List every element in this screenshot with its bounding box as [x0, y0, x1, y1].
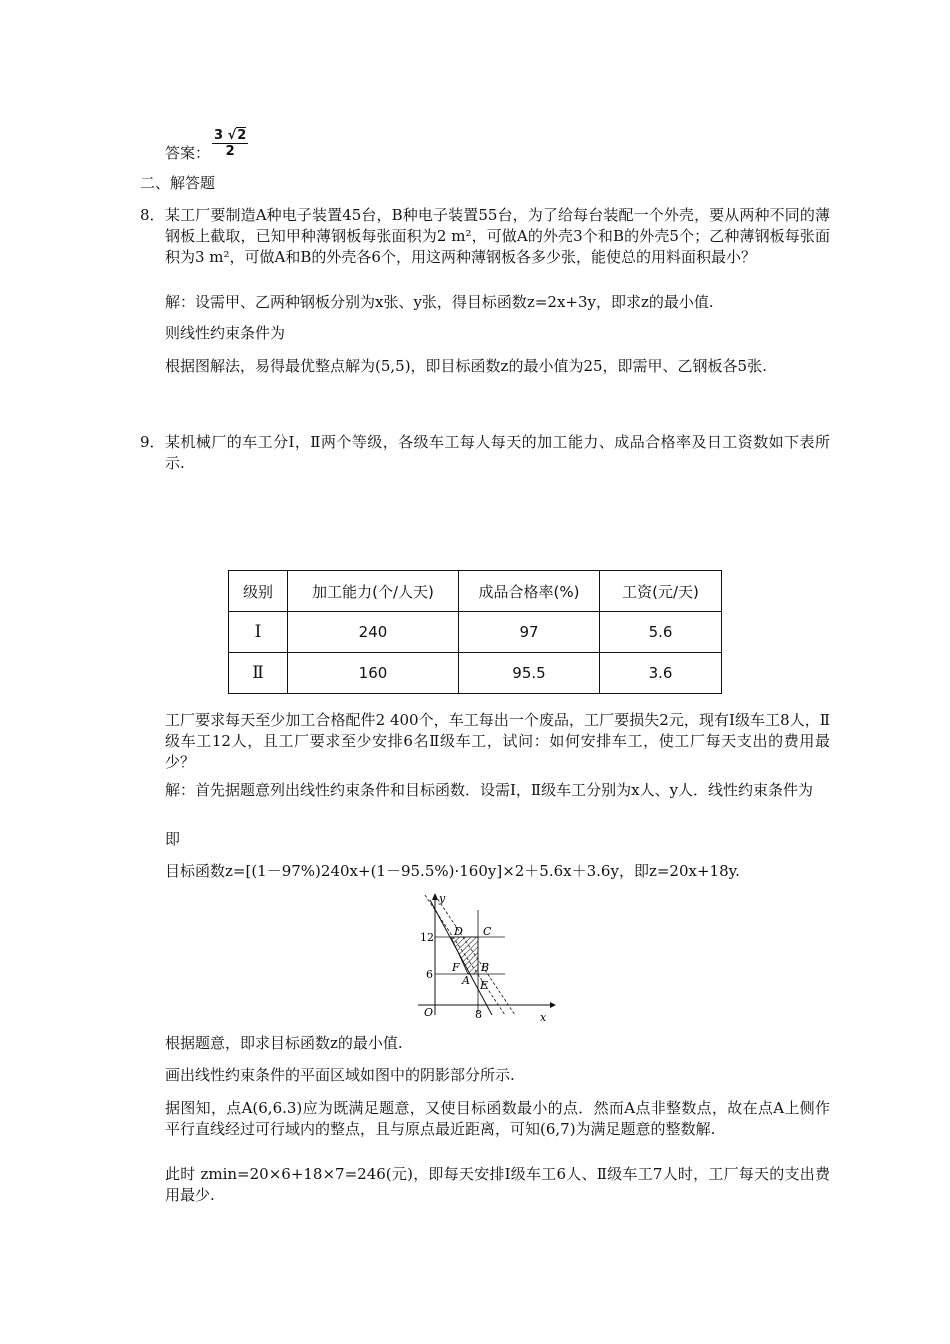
q9-solution-intro: 解：首先据题意列出线性约束条件和目标函数．设需Ⅰ，Ⅱ级车工分别为x人、y人．线性约束条件为: [165, 781, 814, 799]
q9-p2: 画出线性约束条件的平面区域如图中的阴影部分所示.: [165, 1066, 515, 1084]
table-cell: Ⅱ: [229, 653, 288, 694]
axis-x-label: x: [540, 1011, 547, 1024]
table-header: 工资(元/天): [600, 571, 722, 612]
y-axis-arrow: [432, 893, 438, 900]
tick-x-8: 8: [475, 1008, 482, 1021]
tick-y-12: 12: [420, 931, 434, 944]
point-a-label: A: [462, 974, 470, 987]
q9-number: 9．: [140, 433, 165, 451]
fraction-denominator: 2: [225, 144, 235, 159]
table-cell: Ⅰ: [229, 612, 288, 653]
table-cell: 160: [288, 653, 459, 694]
table-cell: 95.5: [459, 653, 600, 694]
constraint-line: [430, 900, 492, 1015]
worker-table: [228, 570, 722, 694]
q8-solution: 解：设需甲、乙两种钢板分别为x张、y张，得目标函数z=2x+3y，即求z的最小值.: [165, 293, 714, 311]
q9-ji: 即: [165, 830, 181, 848]
answer-fraction: [212, 128, 248, 159]
point-d-label: D: [454, 925, 463, 938]
origin-label: O: [424, 1006, 434, 1019]
q9-p3: 据图知，点A(6,6.3)应为既满足题意，又使目标函数最小的点．然而A点非整数点，故在点A上侧作平行直线经过可行域内的整点，且与原点最近距离，可知(6,7)为满足题意的整数解.: [165, 1099, 830, 1138]
point-e-label: E: [480, 979, 489, 992]
fraction-numerator: 3 √2: [214, 128, 247, 143]
point-b-label: B: [481, 961, 490, 974]
objective-line-dashed: [435, 895, 515, 1015]
q8-number: 8．: [140, 206, 165, 224]
answer-label: 答案：: [165, 144, 211, 162]
x-axis-arrow: [550, 1002, 556, 1008]
q9-text: 某机械厂的车工分Ⅰ，Ⅱ两个等级，各级车工每人每天的加工能力、成品合格率及日工资数如下表所示.: [165, 433, 830, 472]
objective-line-dashed: [425, 895, 505, 1015]
table-cell: 3.6: [600, 653, 722, 694]
table-header: 加工能力(个/人天): [288, 571, 459, 612]
table-header-row: [229, 571, 722, 612]
table-row: [229, 612, 722, 653]
table-row: [229, 653, 722, 694]
table-cell: 97: [459, 612, 600, 653]
q9-p4: 此时 zmin=20×6+18×7=246(元)，即每天安排Ⅰ级车工6人、Ⅱ级车工7人时，工厂每天的支出费用最少.: [165, 1165, 830, 1204]
tick-y-6: 6: [426, 968, 433, 981]
table-header: 成品合格率(%): [459, 571, 600, 612]
q8-conclusion: 根据图解法，易得最优整点解为(5,5)，即目标函数z的最小值为25，即需甲、乙钢板各5张.: [165, 357, 767, 375]
table-header: 级别: [229, 571, 288, 612]
table-cell: 240: [288, 612, 459, 653]
section-title: 二、解答题: [140, 174, 216, 192]
point-f-label: F: [452, 961, 460, 974]
q9-objective: 目标函数z=[(1－97%)240x+(1－95.5%)·160y]×2＋5.6x＋3.6y，即z=20x+18y.: [165, 862, 740, 880]
q8-constraint-line: 则线性约束条件为: [165, 324, 286, 342]
q8-text: 某工厂要制造A种电子装置45台，B种电子装置55台，为了给每台装配一个外壳，要从两种不同的薄钢板上截取，已知甲种薄钢板每张面积为2 m²，可做A的外壳3个和B的外壳5个；乙种薄钢板每张面积为3 m²，可做A和B的外壳各6个，用这两种薄钢板各多少张，能使总的用料面积最小？: [165, 206, 830, 266]
feasible-region-graph: [410, 890, 560, 1025]
axis-y-label: y: [439, 892, 446, 905]
table-cell: 5.6: [600, 612, 722, 653]
q9-after-table: 工厂要求每天至少加工合格配件2 400个，车工每出一个废品，工厂要损失2元，现有Ⅰ级车工8人，Ⅱ级车工12人，且工厂要求至少安排6名Ⅱ级车工，试问：如何安排车工，使工厂每天支出的费用最少？: [165, 711, 830, 771]
q9-p1: 根据题意，即求目标函数z的最小值.: [165, 1034, 403, 1052]
point-c-label: C: [483, 925, 492, 938]
